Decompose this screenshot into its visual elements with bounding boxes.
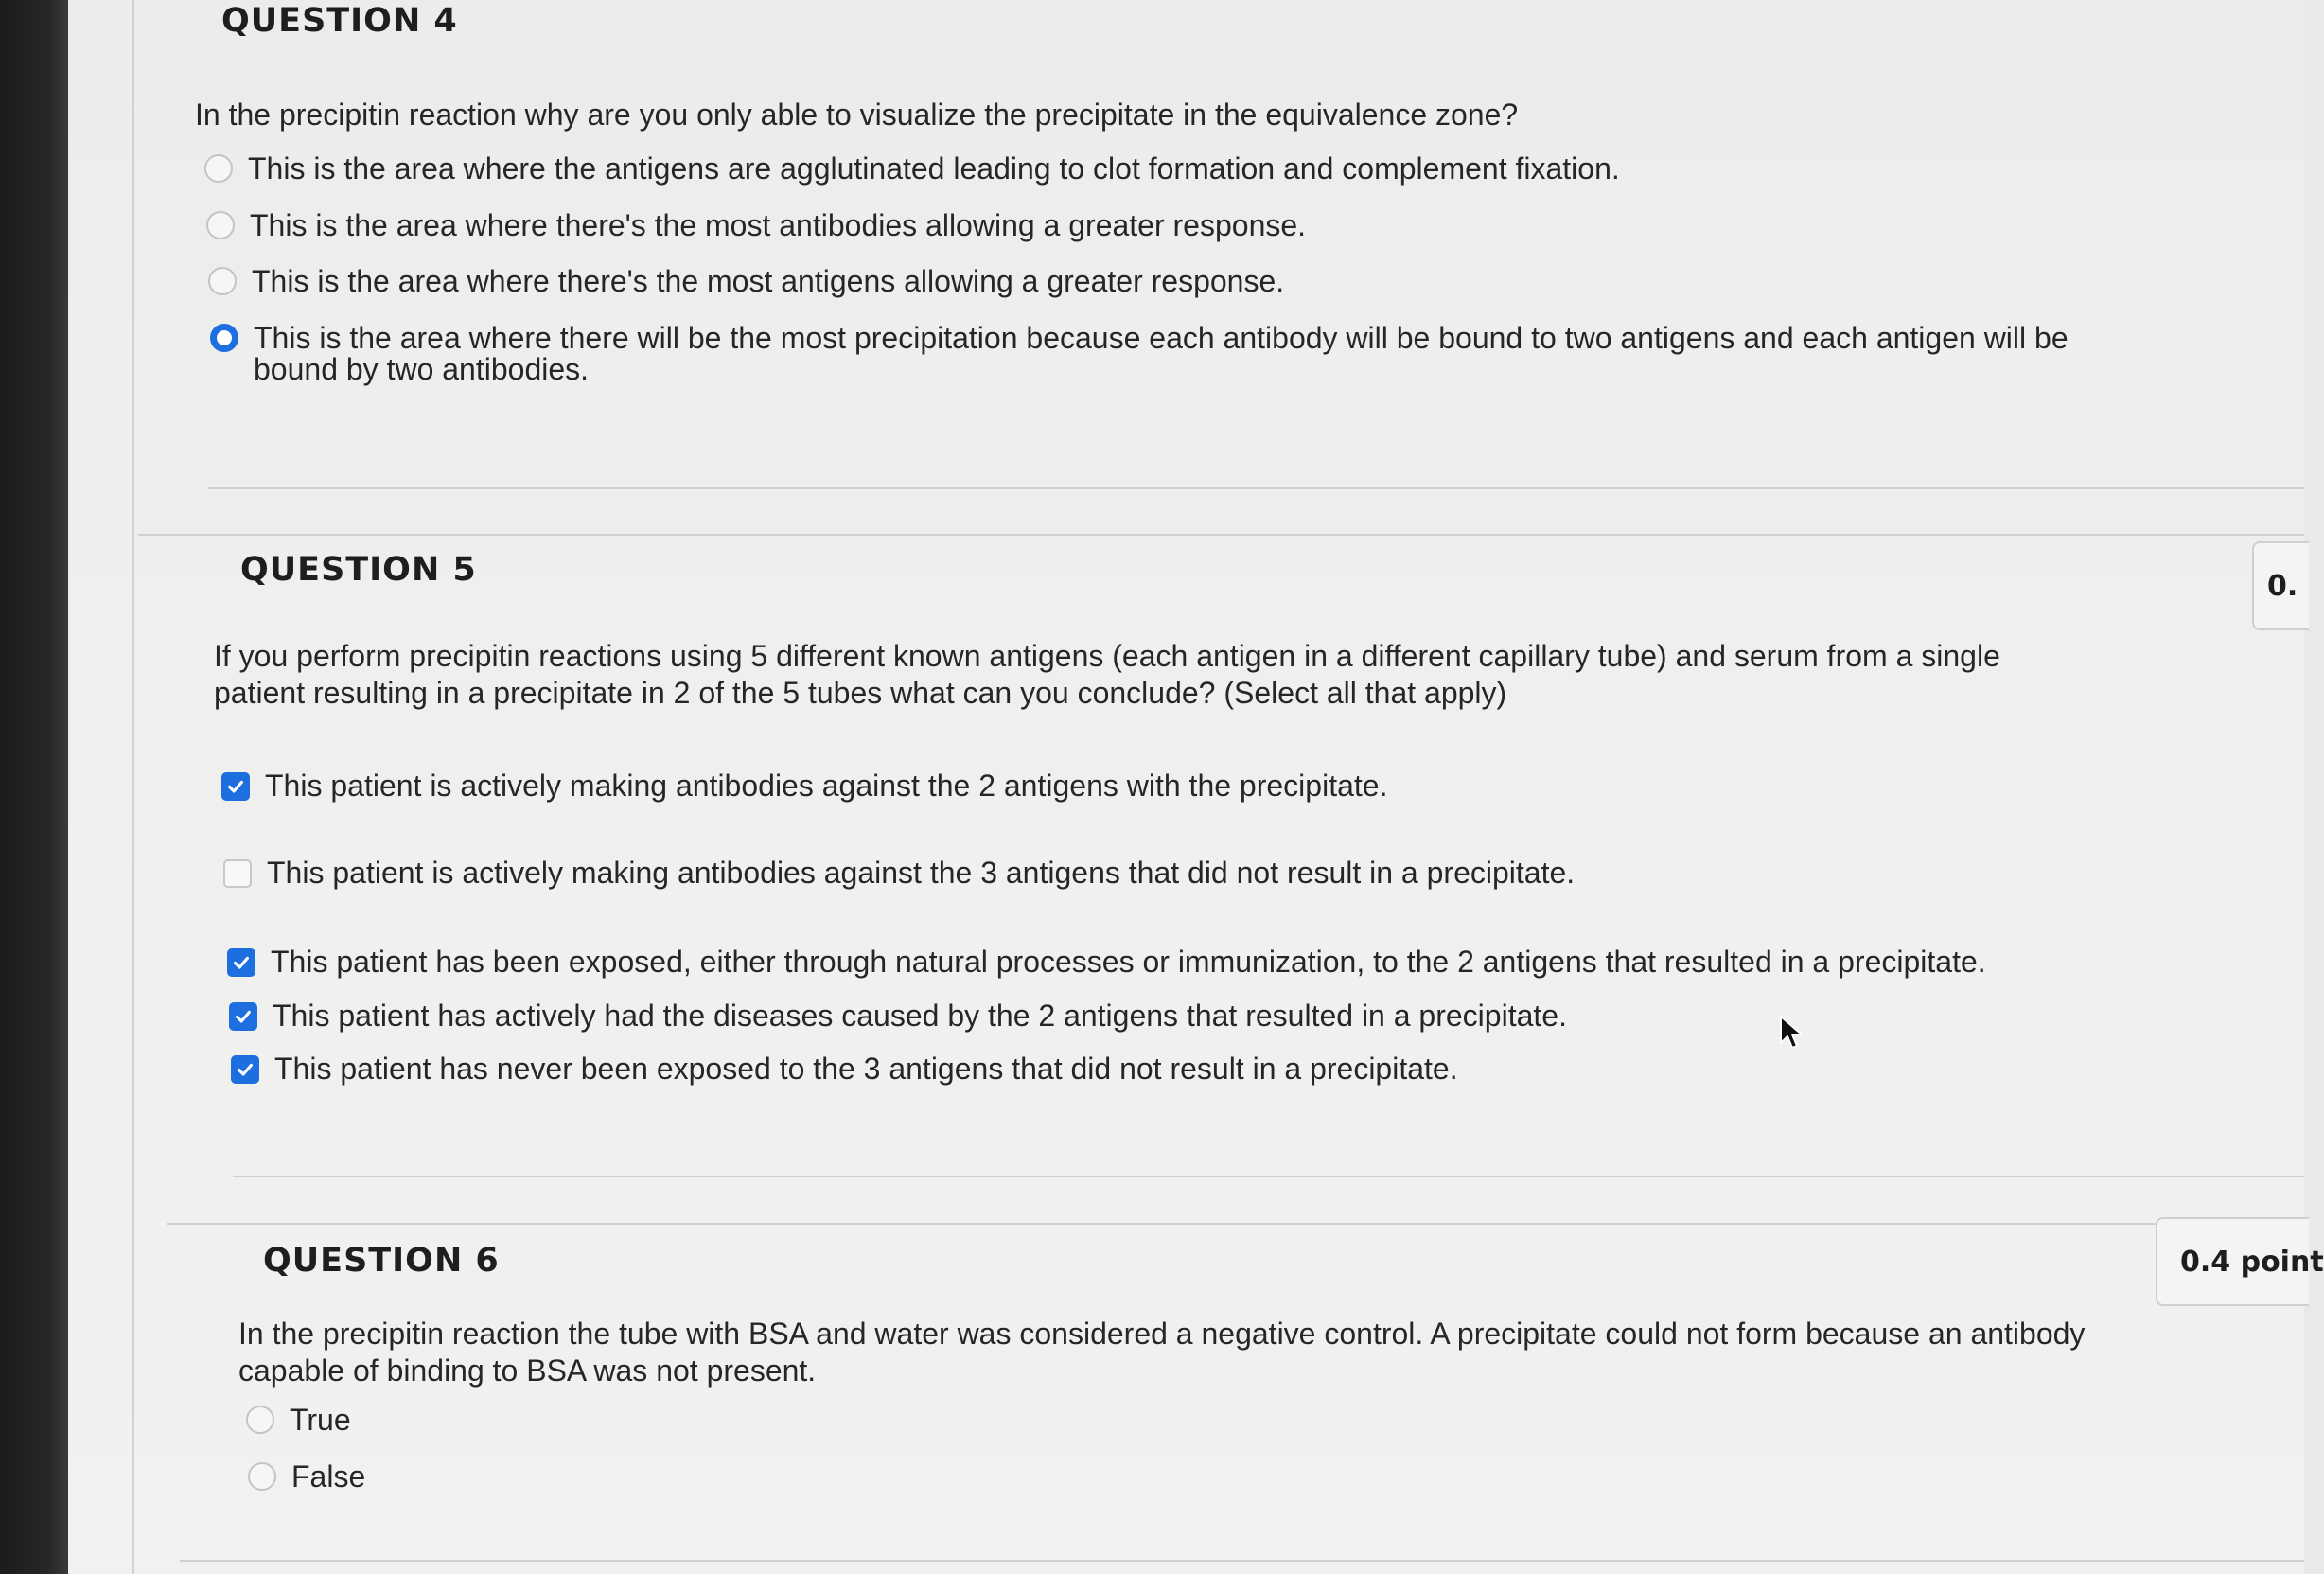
q5-option-3[interactable] [227,946,2120,978]
q5-option-2[interactable] [223,858,2116,889]
question-6-points-label: 0.4 point [2180,1245,2324,1279]
q6-option-true[interactable] [246,1405,814,1436]
q4-option-1[interactable] [204,153,2097,185]
q5-option-2-label: This patient is actively making antibodies against the 3 antigens that did not result in a precipitate. [267,856,1576,890]
q4-option-3-label: This is the area where there's the most antigens allowing a greater response. [252,264,1285,298]
question-6-points [2156,1217,2324,1306]
q5-option-4[interactable] [229,1000,2122,1032]
q5-option-1-label: This patient is actively making antibodies against the 2 antigens with the precipitate. [265,769,1388,803]
screen-bezel [0,0,68,1574]
q5-option-5-label: This patient has never been exposed to the 3 antigens that did not result in a precipitate. [274,1052,1458,1086]
q5-option-2-checkbox[interactable] [223,859,252,888]
q5-option-1-checkbox-checked[interactable] [221,772,250,801]
q6-option-true-radio[interactable] [246,1406,274,1434]
mouse-pointer-icon [1779,1015,1805,1052]
content-frame-border [132,0,134,1574]
checkmark-icon [235,1059,255,1080]
q4-option-2-radio[interactable] [206,211,235,239]
question-4-divider [208,487,2304,489]
q4-option-4-radio-selected[interactable] [210,324,238,352]
question-6-divider [180,1560,2304,1562]
q5-option-1[interactable] [221,770,2114,802]
question-4-text: In the precipitin reaction why are you only able to visualize the precipitate in the equivalence zone? [195,97,1519,132]
question-5-points-label: 0. [2267,569,2298,603]
q4-option-4[interactable] [210,323,2103,385]
q5-option-5[interactable] [231,1053,2123,1085]
q4-option-3[interactable] [208,266,2101,297]
checkmark-icon [233,1006,254,1027]
q5-option-3-label: This patient has been exposed, either through natural processes or immunization, to the 2 antigens that resulted in a precipitate. [271,945,1986,979]
q4-option-2-label: This is the area where there's the most antibodies allowing a greater response. [250,208,1307,242]
question-4-title: QUESTION 4 [221,2,458,40]
question-6-title: QUESTION 6 [263,1242,500,1280]
q6-option-false-radio[interactable] [248,1462,276,1491]
checkmark-icon [225,776,246,797]
question-6-text: In the precipitin reaction the tube with BSA and water was considered a negative control. A precipitate could not form because an antibody capable of binding to BSA was not present. [238,1317,2086,1388]
question-5-text: If you perform precipitin reactions using 5 different known antigens (each antigen in a different capillary tube) and serum from a single patient resulting in a precipitate in 2 of the 5 tubes what can you conclude? (Select all that apply) [214,639,2000,710]
q6-option-false-label: False [291,1459,366,1494]
q4-option-2[interactable] [206,210,2099,241]
q6-option-true-label: True [290,1403,351,1437]
q5-option-4-label: This patient has actively had the diseases caused by the 2 antigens that resulted in a precipitate. [273,999,1567,1033]
question-4-bottom-border [138,534,2304,536]
question-5-bottom-border [167,1223,2304,1225]
question-5-points [2252,541,2309,630]
checkmark-icon [231,952,252,973]
q5-option-3-checkbox-checked[interactable] [227,948,255,977]
question-5-divider [233,1176,2304,1177]
q4-option-1-radio[interactable] [204,154,233,183]
q5-option-5-checkbox-checked[interactable] [231,1055,259,1084]
q6-option-false[interactable] [248,1461,816,1493]
q4-option-1-label: This is the area where the antigens are agglutinated leading to clot formation and complement fixation. [248,151,1620,186]
q4-option-3-radio[interactable] [208,267,237,295]
q4-option-4-label: This is the area where there will be the most precipitation because each antibody will be bound to two antigens and each antigen will be bound by two antibodies. [254,321,2069,386]
question-5-title: QUESTION 5 [240,551,477,589]
q5-option-4-checkbox-checked[interactable] [229,1002,257,1031]
